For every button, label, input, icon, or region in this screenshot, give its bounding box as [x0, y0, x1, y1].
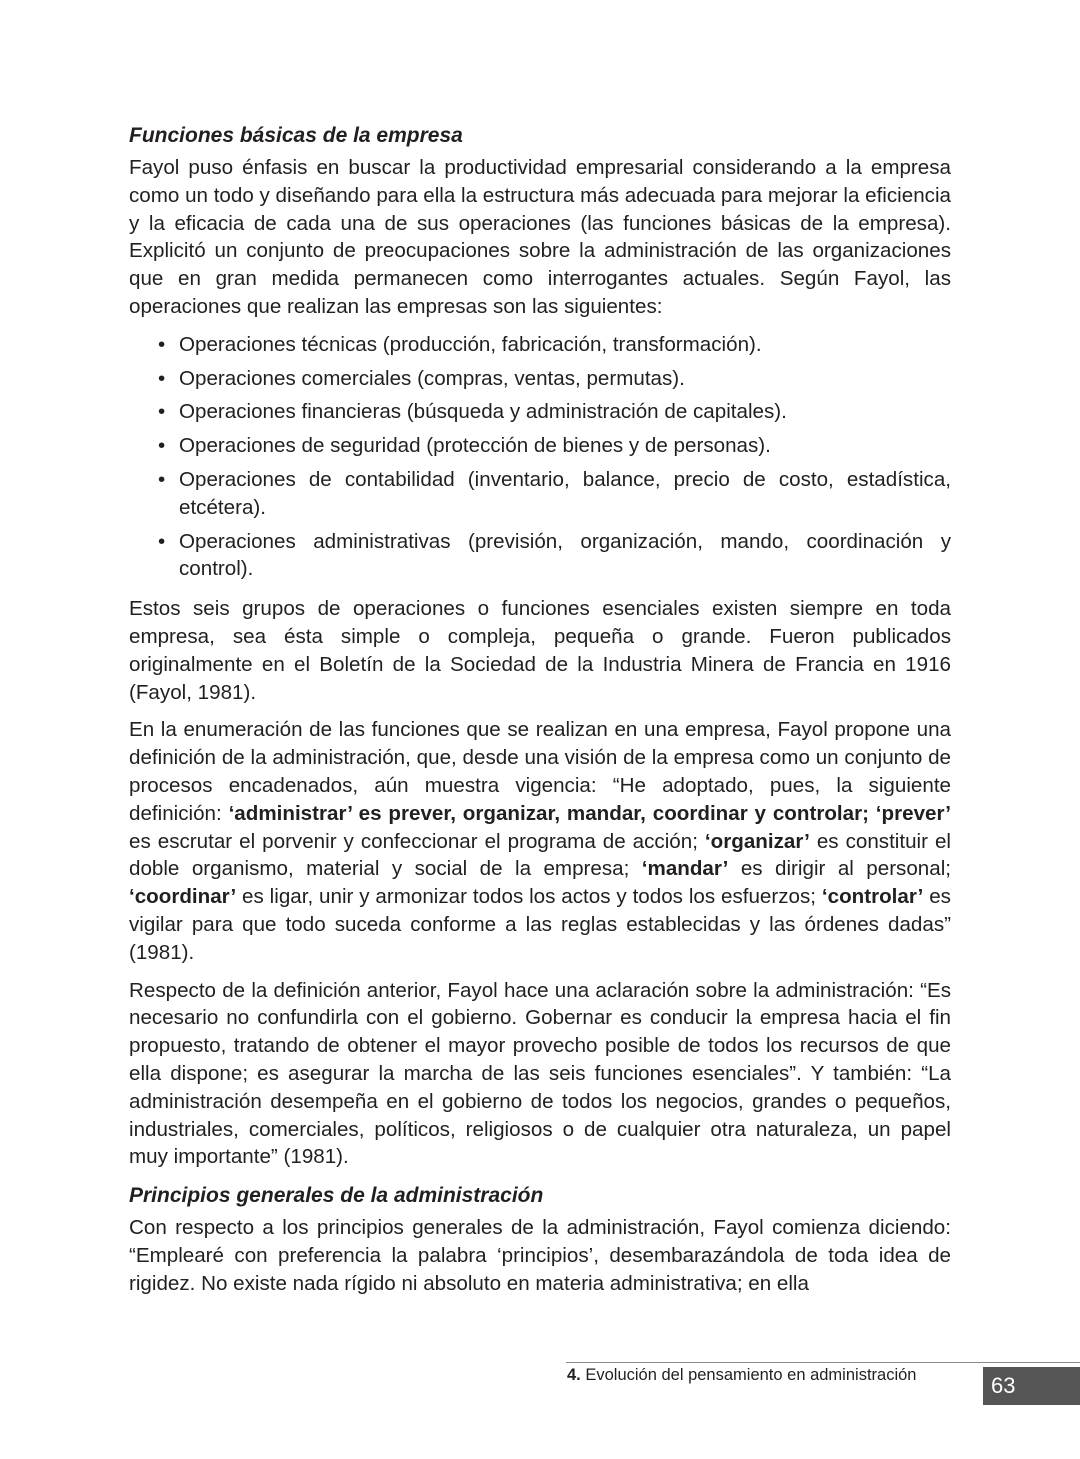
list-item: • Operaciones comerciales (compras, ventas, permutas).	[179, 365, 951, 393]
chapter-number: 4.	[567, 1366, 581, 1384]
running-footer	[567, 1366, 916, 1385]
bold-text: ‘mandar’	[641, 857, 729, 881]
chapter-title: Evolución del pensamiento en administración	[580, 1366, 917, 1384]
page-number: 63	[983, 1367, 1080, 1405]
paragraph: Fayol puso énfasis en buscar la productividad empresarial considerando a la empresa como un todo y diseñando para ella la estructura más adecuada para mejorar la eficiencia y la eficacia de cada una de sus operaciones (las funciones básicas de la empresa). Explicitó un conjunto de preocupaciones sobre la administración de las organizaciones que en gran medida permanecen como interrogantes actuales. Según Fayol, las operaciones que realizan las empresas son las siguientes:	[129, 156, 951, 318]
bold-text: ‘coordinar’	[129, 885, 237, 909]
paragraph	[129, 716, 951, 966]
operations-list	[129, 331, 951, 583]
list-item: • Operaciones financieras (búsqueda y administración de capitales).	[179, 398, 951, 426]
list-item: • Operaciones técnicas (producción, fabricación, transformación).	[179, 331, 951, 359]
text: es escrutar el porvenir y confeccionar el programa de acción;	[129, 829, 705, 853]
footer-divider	[566, 1362, 1080, 1363]
list-item: • Operaciones de seguridad (protección de bienes y de personas).	[179, 432, 951, 460]
text: En la enumeración de las funciones que se realizan en una empresa, Fayol propone una definición de la administración, que, desde una visión de la empresa como un conjunto de procesos encadenados, aún muestra vigencia: “He adoptado, pues, la siguiente definición:	[129, 718, 951, 825]
list-item: • Operaciones de contabilidad (inventario, balance, precio de costo, estadística, etcétera).	[179, 466, 951, 522]
text: es constituir el doble organismo, material y social de la empresa;	[129, 829, 951, 881]
text: es ligar, unir y armonizar todos los actos y todos los esfuerzos;	[236, 885, 822, 909]
page-body	[129, 121, 951, 1307]
paragraph: Con respecto a los principios generales de la administración, Fayol comienza diciendo: “Emplearé con preferencia la palabra ‘principios’, desembarazándola de toda idea de rigidez. No existe nada rígido ni absoluto en materia administrativa; en ella	[129, 1216, 951, 1295]
text: es vigilar para que todo suceda conforme a las reglas establecidas y las órdenes dadas” (1981).	[129, 885, 951, 964]
text: es dirigir al personal;	[728, 857, 952, 881]
section-heading: Funciones básicas de la empresa	[129, 124, 463, 147]
bold-text: ‘organizar’	[704, 829, 810, 853]
paragraph: Estos seis grupos de operaciones o funciones esenciales existen siempre en toda empresa, sea ésta simple o compleja, pequeña o grande. Fueron publicados originalmente en el Boletín de la Sociedad de la Industria Minera de Francia en 1916 (Fayol, 1981).	[129, 597, 951, 704]
bold-text: ‘controlar’	[821, 885, 924, 909]
bold-text: ‘administrar’ es prever, organizar, mandar, coordinar y controlar; ‘prever’	[228, 801, 951, 825]
paragraph: Respecto de la definición anterior, Fayol hace una aclaración sobre la administración: “Es necesario no confundirla con el gobierno. Gobernar es conducir la empresa hacia el fin propuesto, tratando de obtener el mayor provecho posible de todos los recursos de que ella dispone; es asegurar la marcha de las seis funciones esenciales”. Y también: “La administración desempeña en el gobierno de todos los negocios, grandes o pequeños, industriales, comerciales, políticos, religiosos o de cualquier otra naturaleza, un papel muy importante” (1981).	[129, 978, 951, 1169]
section-heading: Principios generales de la administración	[129, 1184, 544, 1208]
list-item: • Operaciones administrativas (previsión, organización, mando, coordinación y control).	[179, 528, 951, 584]
